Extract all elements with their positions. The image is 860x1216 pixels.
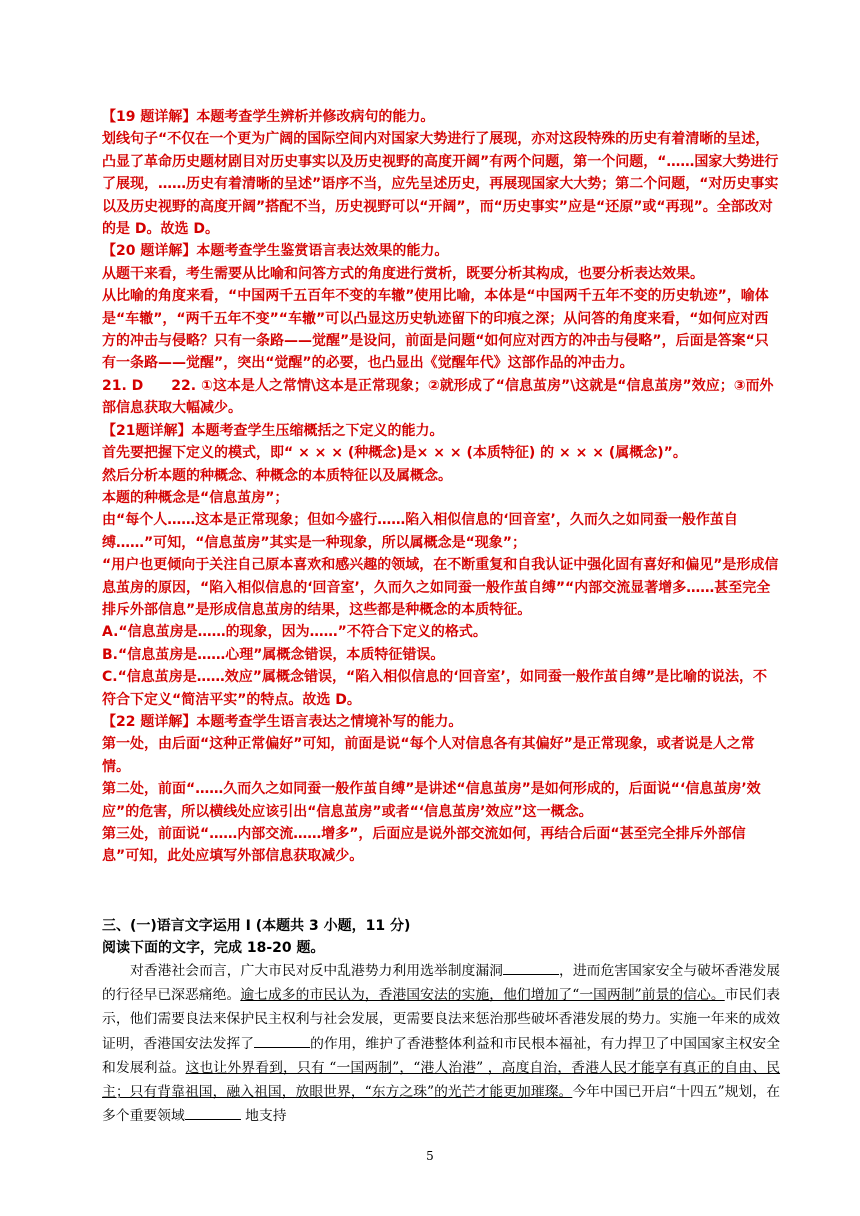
q21-step: 然后分析本题的种概念、种概念的本质特征以及属概念。 [102,467,452,484]
page-number: 5 [426,1149,434,1163]
q21-species-concept: 本题的种概念是“信息茧房”； [102,489,289,506]
q20-intro: 从题干来看，考生需要从比喻和问答方式的角度进行赏析，既要分析其构成，也要分析表达效果。 [102,265,704,282]
passage-text: 地支持 [240,1108,287,1125]
passage-paragraph [102,959,780,1128]
passage-text: 今年中国已开启“十四五”规划，在多个重要领域 [102,1084,781,1125]
underlined-sentence-2: 这也让外界看到，只有 “一国两制”，“港人治港” ，高度自治，香港人民才能享有真正的自由、民主；只有背靠祖国，融入祖国，放眼世界，“东方之珠”的光芒才能更加璀璨。 [102,1059,781,1101]
q22-first-blank: 第一处，由后面“这种正常偏好”可知，前面是说“每个人对信息各有其偏好”是正常现象，或者说是人之常情。 [102,736,755,775]
fill-blank-3 [185,1105,241,1120]
q21-option-c: C.“信息茧房是……效应”属概念错误，“陷入相似信息的‘回音室’，如同蚕一般作茧自缚”是比喻的说法，不符合下定义“简洁平实”的特点。故选 D。 [102,669,768,708]
passage-text: 市民们表示，他们需要良法来保护民主权利与社会发展，更需要良法来惩治那些破坏香港发展的势力。实施一年来的成效证明，香港国安法发挥了 [102,987,781,1052]
section-instruction: 阅读下面的文字，完成 18-20 题。 [102,940,325,956]
passage-text: ，进而危害国家安全与破坏香港发展的行径早已深恶痛绝。 [102,963,781,1004]
q21-heading: 【21题详解】本题考查学生压缩概括之下定义的能力。 [102,422,444,439]
section-heading: 三、(一)语言文字运用 Ⅰ (本题共 3 小题，11 分) [102,918,411,934]
q21-essential-features: “用户也更倾向于关注自己原本喜欢和感兴趣的领域，在不断重复和自我认证中强化固有喜好和偏见”是形成信息茧房的原因，“陷入相似信息的‘回音室’，久而久之如同蚕一般作茧自缚”“内部交流显著增多……甚至完全排斥外部信息”是形成信息茧房的结果，这些都是种概念的本质特征。 [102,557,779,618]
section-header [102,915,780,959]
q21-definition-pattern: 首先要把握下定义的模式，即“ × × × (种概念)是× × × (本质特征) 的 × × × (属概念)”。 [102,445,687,462]
q19-heading: 【19 题详解】本题考查学生辨析并修改病句的能力。 [102,109,435,125]
q22-heading: 【22 题详解】本题考查学生语言表达之情境补写的能力。 [102,713,463,730]
reading-passage [102,959,780,1128]
q20-heading: 【20 题详解】本题考查学生鉴赏语言表达效果的能力。 [102,243,449,260]
q21-option-a: A.“信息茧房是……的现象，因为……”不符合下定义的格式。 [102,624,487,641]
q19-explanation: 划线句子“不仅在一个更为广阔的国际空间内对国家大势进行了展现，亦对这段特殊的历史有着清晰的呈述，凸显了革命历史题材剧目对历史事实以及历史视野的高度开阔”有两个问题，第一个问题，“……国家大势进行了展现，……历史有着清晰的呈述”语序不当，应先呈述历史，再展现国家大大势；第二个问题，“对历史事实以及历史视野的高度开阔”搭配不当，历史视野可以“开阔”，而“历史事实”应是“还原”或“再现”。全部改对的是 D。故选 D。 [102,131,779,238]
fill-blank-1 [503,960,559,975]
q21-option-b: B.“信息茧房是……心理”属概念错误，本质特征错误。 [102,646,445,663]
passage-text: 对香港社会而言，广大市民对反中乱港势力利用选举制度漏洞 [130,963,503,979]
q21-22-answers: 21. D 22. ①这本是人之常情\这本是正常现象；②就形成了“信息茧房”\这就是“信息茧房”效应；③而外部信息获取大幅减少。 [102,377,774,417]
passage-text: 的作用，维护了香港整体利益和市民根本福祉，有力捍卫了中国国家主权安全和发展利益。 [102,1035,781,1076]
q22-second-blank: 第二处，前面“……久而久之如同蚕一般作茧自缚”是讲述“信息茧房”是如何形成的，后面说“‘信息茧房’效应”的危害，所以横线处应该引出“信息茧房”或者“‘信息茧房’效应”这一概念。 [102,781,761,820]
q21-genus-concept: 由“每个人……这本是正常现象；但如今盛行……陷入相似信息的‘回音室’，久而久之如同蚕一般作茧自缚……”可知，“信息茧房”其实是一种现象，所以属概念是“现象”； [102,512,738,551]
fill-blank-2 [254,1033,310,1048]
answer-explanations [102,106,780,868]
q20-explanation: 从比喻的角度来看，“中国两千五百年不变的车辙”使用比喻，本体是“中国两千五年不变的历史轨迹”，喻体是“车辙”，“两千五年不变”“车辙”可以凸显这历史轨迹留下的印痕之深；从问答的角度来看，“如何应对西方的冲击与侵略？只有一条路——觉醒”是设问，前面是问题“如何应对西方的冲击与侵略”，后面是答案“只有一条路——觉醒”，突出“觉醒”的必要，也凸显出《觉醒年代》这部作品的冲击力。 [102,288,769,372]
q22-third-blank: 第三处，前面说“……内部交流……增多”，后面应是说外部交流如何，再结合后面“甚至完全排斥外部信息”可知，此处应填写外部信息获取减少。 [102,826,746,865]
underlined-sentence-1: 逾七成多的市民认为，香港国安法的实施，他们增加了“一国两制”前景的信心。 [240,987,725,1004]
